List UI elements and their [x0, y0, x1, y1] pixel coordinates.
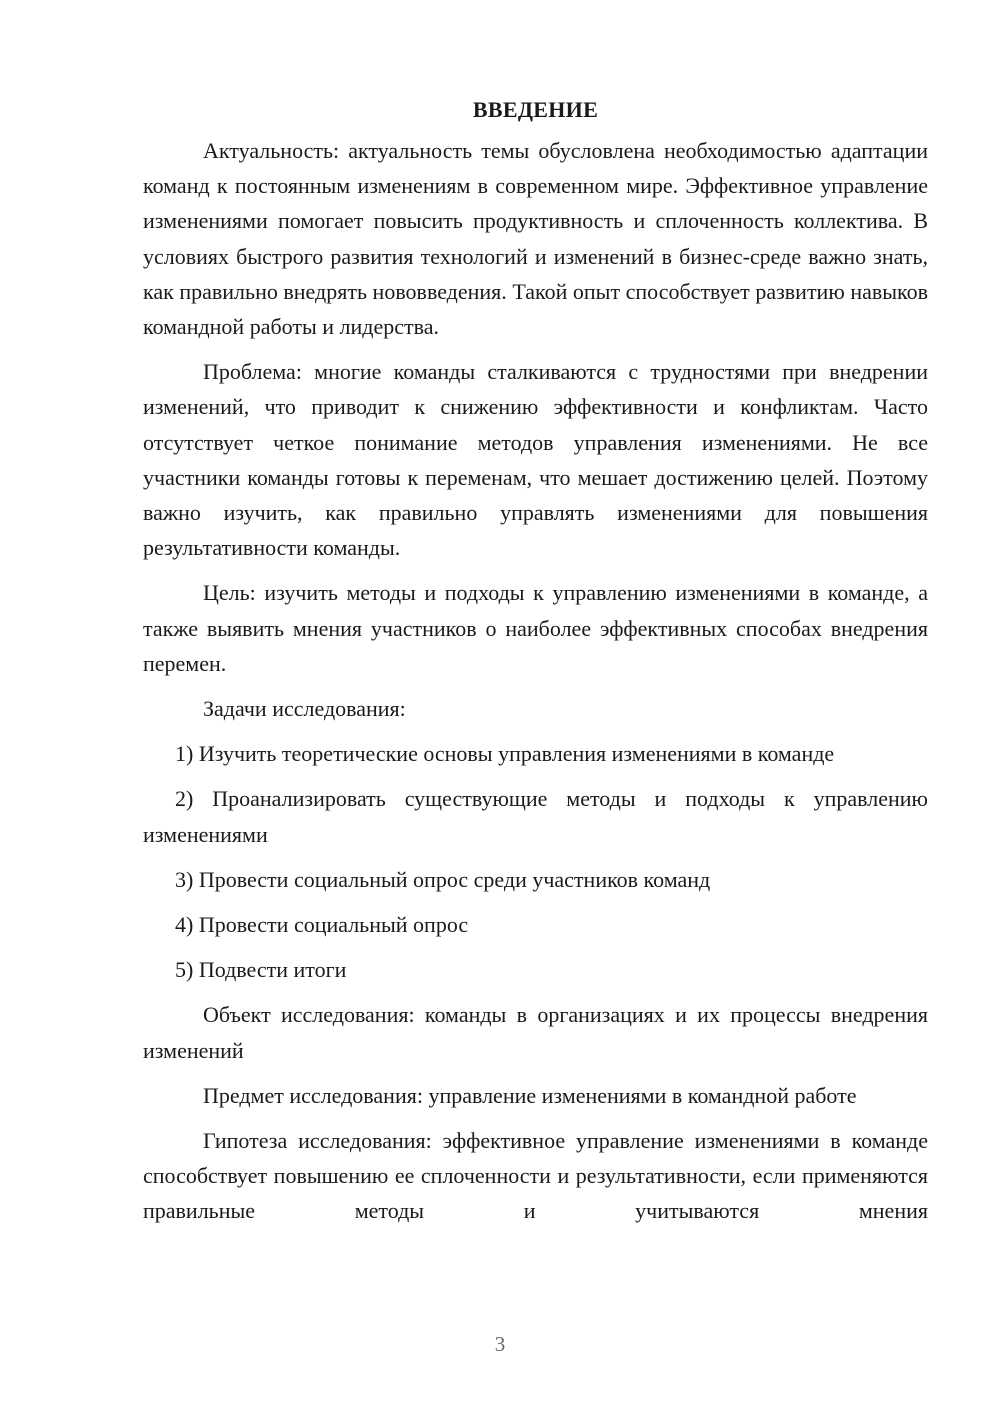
- tasks-title: Задачи исследования:: [203, 696, 406, 722]
- paragraph-hypothesis: Гипотеза исследования: эффективное управление изменениями в команде способствует повышению ее сплоченности и результативности, если применяются правильные методы и учитываются мнения: [143, 1128, 928, 1224]
- paragraph-subject: Предмет исследования: управление изменениями в командной работе: [203, 1082, 857, 1108]
- paragraph-relevance: Актуальность: актуальность темы обусловлена необходимостью адаптации команд к постоянным изменениям в современном мире. Эффективное управление изменениями помогает повысить продуктивность и сплоченность коллектива. В условиях быстрого развития технологий и изменений в бизнес-среде важно знать, как правильно внедрять нововведения. Такой опыт способствует развитию навыков командной работы и лидерства.: [143, 138, 928, 340]
- paragraph-object: Объект исследования: команды в организациях и их процессы внедрения изменений: [143, 1002, 928, 1063]
- document-page: [143, 92, 928, 1229]
- task-item-4: 4) Провести социальный опрос: [175, 912, 469, 938]
- paragraph-goal: Цель: изучить методы и подходы к управлению изменениями в команде, а также выявить мнения участников о наиболее эффективных способах внедрения перемен.: [143, 580, 928, 676]
- paragraph-problem: Проблема: многие команды сталкиваются с трудностями при внедрении изменений, что приводит к снижению эффективности и конфликтам. Часто отсутствует четкое понимание методов управления изменениями. Не все участники команды готовы к переменам, что мешает достижению целей. Поэтому важно изучить, как правильно управлять изменениями для повышения результативности команды.: [143, 359, 928, 561]
- task-item-1: 1) Изучить теоретические основы управления изменениями в команде: [175, 741, 835, 767]
- task-item-3: 3) Провести социальный опрос среди участников команд: [175, 866, 711, 892]
- section-heading: ВВЕДЕНИЕ: [472, 97, 599, 122]
- page-number: 3: [494, 1332, 506, 1356]
- task-item-2: 2) Проанализировать существующие методы и подходы к управлению изменениями: [143, 786, 928, 847]
- task-item-5: 5) Подвести итоги: [175, 957, 347, 983]
